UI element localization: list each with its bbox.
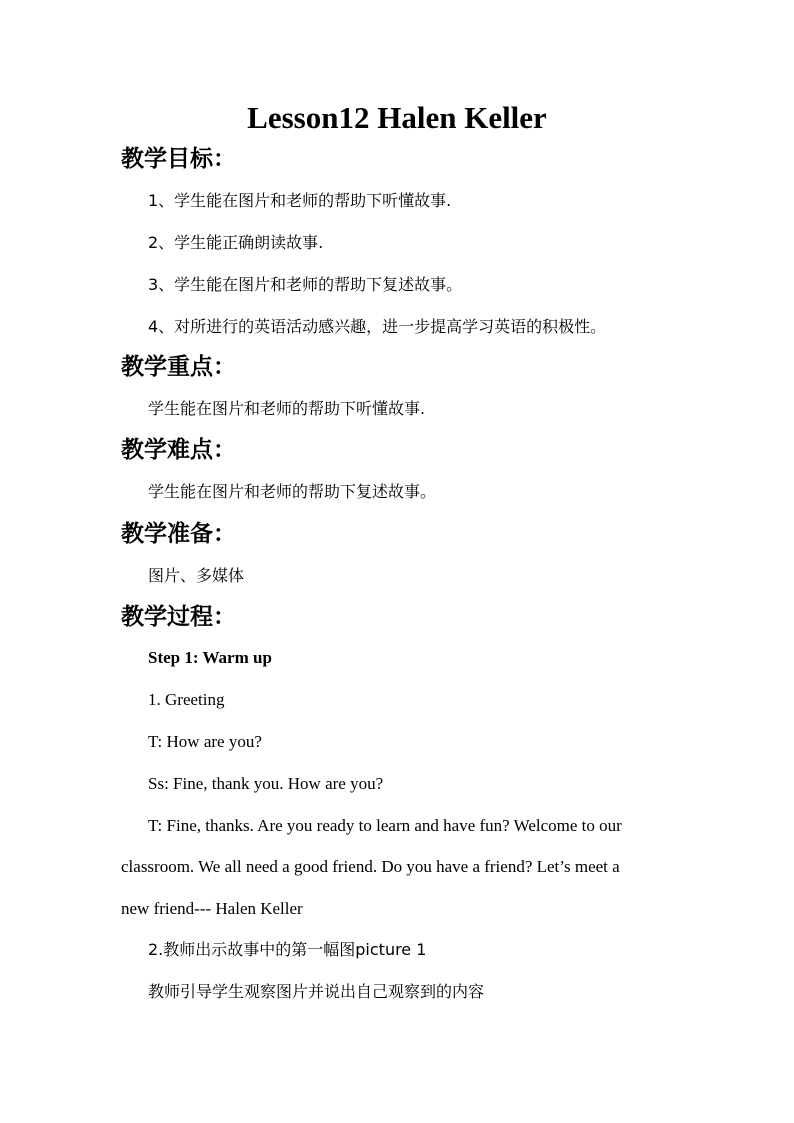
step1-heading: Step 1: Warm up (148, 648, 272, 667)
difficulties-text: 学生能在图片和老师的帮助下复述故事。 (148, 482, 437, 501)
objective-item-2: 2、学生能正确朗读故事. (148, 233, 324, 252)
teacher-reply-line-2: classroom. We all need a good friend. Do you have a friend? Let’s meet a (121, 857, 620, 876)
greeting-line: 1. Greeting (148, 690, 225, 709)
students-answer: Ss: Fine, thank you. How are you? (148, 774, 384, 793)
key-points-heading: 教学重点： (121, 353, 236, 380)
preparation-text: 图片、多媒体 (148, 566, 245, 585)
objective-item-4: 4、对所进行的英语活动感兴趣，进一步提高学习英语的积极性。 (148, 317, 607, 336)
document-title: Lesson12 Halen Keller (247, 100, 547, 135)
process-heading: 教学过程： (121, 603, 236, 630)
picture-note-line: 教师引导学生观察图片并说出自己观察到的内容 (148, 982, 485, 1001)
teacher-reply-line-3: new friend--- Halen Keller (121, 899, 303, 918)
objective-item-1: 1、学生能在图片和老师的帮助下听懂故事. (148, 191, 452, 210)
teacher-reply-line-1: T: Fine, thanks. Are you ready to learn and have fun? Welcome to our (148, 816, 622, 835)
preparation-heading: 教学准备： (121, 520, 236, 547)
objectives-heading: 教学目标： (121, 145, 236, 172)
objective-item-3: 3、学生能在图片和老师的帮助下复述故事。 (148, 275, 463, 294)
picture-step-line: 2.教师出示故事中的第一幅图picture 1 (148, 940, 427, 959)
teacher-question: T: How are you? (148, 732, 262, 751)
key-points-text: 学生能在图片和老师的帮助下听懂故事. (148, 399, 426, 418)
difficulties-heading: 教学难点： (121, 436, 236, 463)
